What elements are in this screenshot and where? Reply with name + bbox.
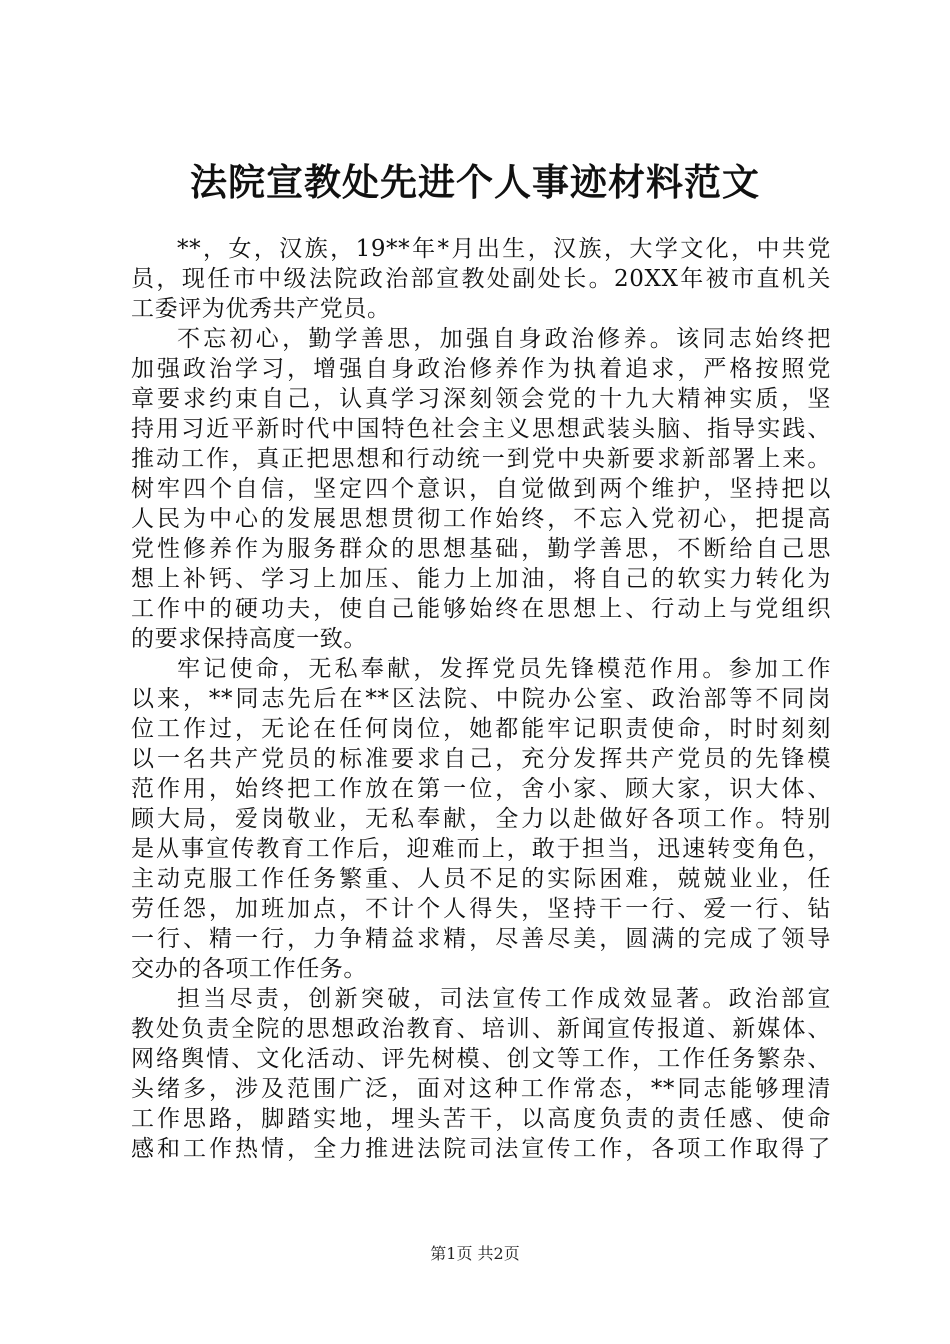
text-line: 是从事宣传教育工作后，迎难而上，敢于担当，迅速转变角色，: [131, 836, 831, 862]
paragraph: [131, 234, 831, 324]
paragraph: [131, 324, 831, 654]
text-line: 人民为中心的发展思想贯彻工作始终，不忘入党初心，把提高: [131, 506, 831, 532]
text-line: 不忘初心，勤学善思，加强自身政治修养。该同志始终把: [177, 326, 831, 352]
text-line: 工作思路，脚踏实地，埋头苦干，以高度负责的责任感、使命: [131, 1106, 831, 1132]
text-line: 树牢四个自信，坚定四个意识，自觉做到两个维护，坚持把以: [131, 476, 831, 502]
text-line: 一行、精一行，力争精益求精，尽善尽美，圆满的完成了领导: [131, 926, 831, 952]
text-line: 牢记使命，无私奉献，发挥党员先锋模范作用。参加工作: [177, 656, 831, 682]
text-line: 交办的各项工作任务。: [131, 956, 367, 982]
document-body: [131, 234, 831, 1164]
text-line: 主动克服工作任务繁重、人员不足的实际困难，兢兢业业，任: [131, 866, 831, 892]
document-title: 法院宣教处先进个人事迹材料范文: [190, 160, 760, 204]
text-line: 以来，**同志先后在**区法院、中院办公室、政治部等不同岗: [131, 686, 831, 712]
text-line: 教处负责全院的思想政治教育、培训、新闻宣传报道、新媒体、: [131, 1016, 831, 1042]
text-line: 加强政治学习，增强自身政治修养作为执着追求，严格按照党: [131, 356, 831, 382]
paragraph: [131, 984, 831, 1164]
text-line: 感和工作热情，全力推进法院司法宣传工作，各项工作取得了: [131, 1136, 831, 1162]
text-line: 想上补钙、学习上加压、能力上加油，将自己的软实力转化为: [131, 566, 831, 592]
text-line: 以一名共产党员的标准要求自己，充分发挥共产党员的先锋模: [131, 746, 831, 772]
page-footer: 第1页 共2页: [430, 1244, 520, 1263]
text-line: 头绪多，涉及范围广泛，面对这种工作常态，**同志能够理清: [131, 1076, 831, 1102]
text-line: 位工作过，无论在任何岗位，她都能牢记职责使命，时时刻刻: [131, 716, 831, 742]
text-line: 持用习近平新时代中国特色社会主义思想武装头脑、指导实践、: [131, 416, 831, 442]
paragraph: [131, 654, 831, 984]
text-line: 顾大局，爱岗敬业，无私奉献，全力以赴做好各项工作。特别: [131, 806, 831, 832]
text-line: 网络舆情、文化活动、评先树模、创文等工作，工作任务繁杂、: [131, 1046, 831, 1072]
text-line: 工作中的硬功夫，使自己能够始终在思想上、行动上与党组织: [131, 596, 831, 622]
text-line: 推动工作，真正把思想和行动统一到党中央新要求新部署上来。: [131, 446, 831, 472]
text-line: 工委评为优秀共产党员。: [131, 296, 391, 322]
text-line: 劳任怨，加班加点，不计个人得失，坚持干一行、爱一行、钻: [131, 896, 831, 922]
text-line: 范作用，始终把工作放在第一位，舍小家、顾大家，识大体、: [131, 776, 831, 802]
text-line: 章要求约束自己，认真学习深刻领会党的十九大精神实质，坚: [131, 386, 831, 412]
text-line: 员，现任市中级法院政治部宣教处副处长。20XX年被市直机关: [131, 266, 831, 292]
text-line: 党性修养作为服务群众的思想基础，勤学善思，不断给自己思: [131, 536, 831, 562]
text-line: 的要求保持高度一致。: [131, 626, 367, 652]
text-line: **，女，汉族，19**年*月出生，汉族，大学文化，中共党: [177, 236, 831, 262]
text-line: 担当尽责，创新突破，司法宣传工作成效显著。政治部宣: [177, 986, 831, 1012]
